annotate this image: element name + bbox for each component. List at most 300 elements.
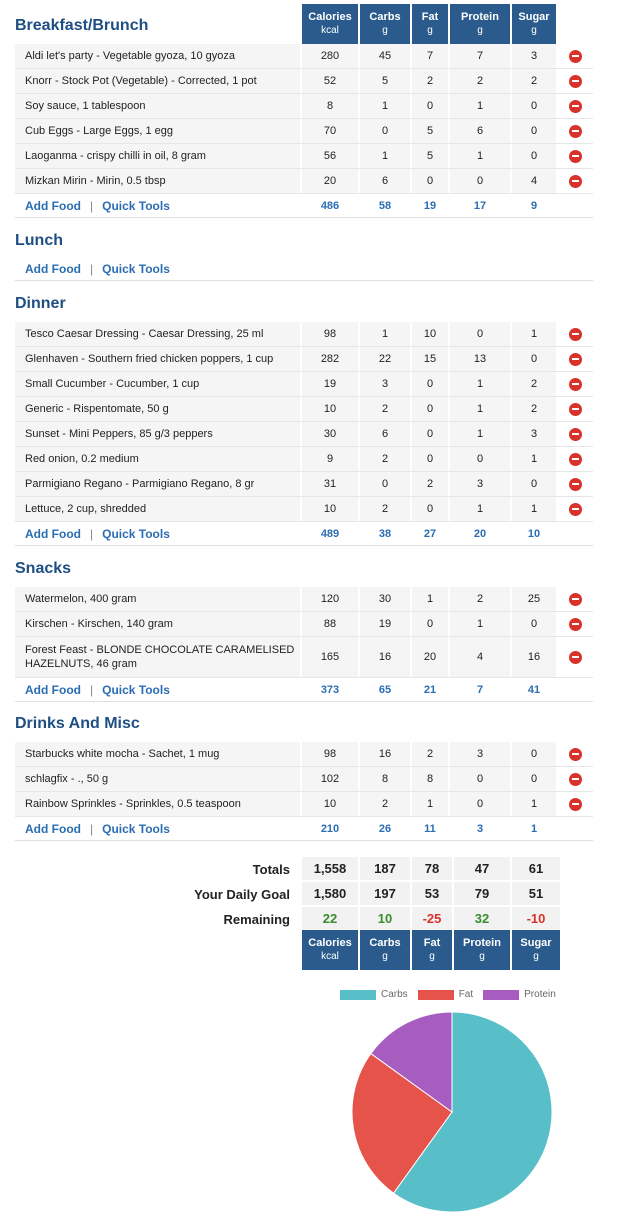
food-fat: 1 bbox=[412, 587, 448, 611]
food-protein: 7 bbox=[450, 44, 510, 68]
meal-title: Drinks And Misc bbox=[15, 715, 140, 732]
remove-circle-icon bbox=[569, 100, 582, 113]
column-header-label: Protein bbox=[461, 11, 499, 23]
summary-label: Remaining bbox=[223, 912, 290, 927]
meal-actions-row bbox=[15, 194, 593, 218]
add-food-link[interactable]: Add Food bbox=[25, 682, 81, 697]
food-calories: 30 bbox=[302, 422, 358, 446]
food-calories: 10 bbox=[302, 497, 358, 521]
food-row[interactable] bbox=[15, 372, 593, 397]
food-protein: 0 bbox=[450, 169, 510, 193]
delete-button[interactable] bbox=[558, 347, 593, 371]
delete-button[interactable] bbox=[558, 792, 593, 816]
delete-button[interactable] bbox=[558, 372, 593, 396]
delete-button[interactable] bbox=[558, 397, 593, 421]
add-food-link[interactable]: Add Food bbox=[25, 198, 81, 213]
delete-button[interactable] bbox=[558, 94, 593, 118]
meal-total-fat: 27 bbox=[423, 527, 437, 540]
delete-button[interactable] bbox=[558, 497, 593, 521]
column-header-unit: kcal bbox=[321, 25, 339, 36]
quick-tools-link[interactable]: Quick Tools bbox=[102, 682, 170, 697]
meal-links bbox=[25, 257, 170, 280]
meal-section bbox=[15, 12, 593, 218]
legend-label-fat: Fat bbox=[458, 989, 474, 1000]
meal-rows bbox=[15, 44, 593, 218]
meal-total-fat: 21 bbox=[423, 683, 437, 696]
remove-circle-icon bbox=[569, 150, 582, 163]
food-calories: 31 bbox=[302, 472, 358, 496]
delete-button[interactable] bbox=[558, 637, 593, 677]
food-calories: 280 bbox=[302, 44, 358, 68]
meal-title: Breakfast/Brunch bbox=[15, 17, 149, 34]
food-sugar: 0 bbox=[512, 472, 556, 496]
food-calories: 10 bbox=[302, 792, 358, 816]
food-row[interactable] bbox=[15, 587, 593, 612]
quick-tools-link[interactable]: Quick Tools bbox=[102, 198, 170, 213]
food-sugar: 0 bbox=[512, 742, 556, 766]
add-food-link[interactable]: Add Food bbox=[25, 821, 81, 836]
food-calories: 70 bbox=[302, 119, 358, 143]
summary-totals-fat: 78 bbox=[412, 857, 452, 880]
summary-label: Totals bbox=[252, 862, 290, 877]
remove-circle-icon bbox=[569, 773, 582, 786]
remove-circle-icon bbox=[569, 175, 582, 188]
food-carbs: 2 bbox=[360, 497, 410, 521]
food-carbs: 2 bbox=[360, 447, 410, 471]
food-name[interactable]: Forest Feast - BLONDE CHOCOLATE CARAMELISED HAZELNUTS, 46 gram bbox=[15, 637, 300, 677]
meal-rows bbox=[15, 742, 593, 841]
meal-section bbox=[15, 555, 593, 702]
column-header-sugar[interactable] bbox=[512, 4, 556, 44]
summary-goal-carbs: 197 bbox=[360, 882, 410, 905]
summary-remaining-calories: 22 bbox=[302, 907, 358, 930]
remove-circle-icon bbox=[569, 503, 582, 516]
delete-button[interactable] bbox=[558, 422, 593, 446]
food-row[interactable] bbox=[15, 169, 593, 194]
food-carbs: 22 bbox=[360, 347, 410, 371]
food-fat: 5 bbox=[412, 144, 448, 168]
summary-header-unit: g bbox=[533, 951, 539, 962]
food-carbs: 6 bbox=[360, 422, 410, 446]
food-fat: 8 bbox=[412, 767, 448, 791]
food-protein: 1 bbox=[450, 422, 510, 446]
food-sugar: 0 bbox=[512, 94, 556, 118]
food-carbs: 30 bbox=[360, 587, 410, 611]
delete-button[interactable] bbox=[558, 322, 593, 346]
meal-rows bbox=[15, 587, 593, 702]
food-carbs: 1 bbox=[360, 94, 410, 118]
column-header-label: Calories bbox=[308, 11, 352, 23]
food-sugar: 0 bbox=[512, 144, 556, 168]
meal-total-carbs: 65 bbox=[378, 683, 392, 696]
food-fat: 0 bbox=[412, 169, 448, 193]
food-calories: 19 bbox=[302, 372, 358, 396]
food-protein: 6 bbox=[450, 119, 510, 143]
food-sugar: 2 bbox=[512, 397, 556, 421]
meal-actions-row bbox=[15, 817, 593, 841]
summary-header-label: Protein bbox=[463, 937, 501, 949]
column-header-carbs[interactable] bbox=[360, 4, 410, 44]
summary-totals-calories: 1,558 bbox=[302, 857, 358, 880]
food-protein: 13 bbox=[450, 347, 510, 371]
food-carbs: 45 bbox=[360, 44, 410, 68]
food-protein: 4 bbox=[450, 637, 510, 677]
food-calories: 8 bbox=[302, 94, 358, 118]
food-protein: 1 bbox=[450, 612, 510, 636]
food-protein: 0 bbox=[450, 792, 510, 816]
summary-goal-calories: 1,580 bbox=[302, 882, 358, 905]
meal-total-calories: 210 bbox=[320, 822, 340, 835]
meal-total-fat: 19 bbox=[423, 199, 437, 212]
food-sugar: 1 bbox=[512, 322, 556, 346]
summary-totals-protein: 47 bbox=[454, 857, 510, 880]
food-protein: 3 bbox=[450, 742, 510, 766]
summary-header-carbs[interactable] bbox=[360, 930, 410, 970]
food-name[interactable]: Kirschen - Kirschen, 140 gram bbox=[15, 612, 300, 636]
food-sugar: 25 bbox=[512, 587, 556, 611]
legend-swatch-carbs bbox=[340, 990, 376, 1000]
summary-header-label: Carbs bbox=[369, 937, 401, 949]
food-fat: 2 bbox=[412, 69, 448, 93]
macro-pie-chart bbox=[0, 1000, 640, 1225]
food-calories: 120 bbox=[302, 587, 358, 611]
meal-title: Snacks bbox=[15, 560, 72, 577]
link-separator: | bbox=[89, 821, 94, 836]
food-fat: 0 bbox=[412, 372, 448, 396]
summary-remaining-carbs: 10 bbox=[360, 907, 410, 930]
summary-remaining-sugar: -10 bbox=[512, 907, 560, 930]
column-header-unit: g bbox=[531, 25, 537, 36]
delete-button[interactable] bbox=[558, 169, 593, 193]
food-name[interactable]: Watermelon, 400 gram bbox=[15, 587, 300, 611]
food-name[interactable]: Soy sauce, 1 tablespoon bbox=[15, 94, 300, 118]
food-row[interactable] bbox=[15, 742, 593, 767]
food-carbs: 16 bbox=[360, 637, 410, 677]
add-food-link[interactable]: Add Food bbox=[25, 261, 81, 276]
food-fat: 2 bbox=[412, 742, 448, 766]
column-header-label: Carbs bbox=[369, 11, 401, 23]
summary-header-sugar[interactable] bbox=[512, 930, 560, 970]
food-row[interactable] bbox=[15, 637, 593, 678]
food-name[interactable]: Parmigiano Regano - Parmigiano Regano, 8 gr bbox=[15, 472, 300, 496]
summary-row-remaining bbox=[0, 907, 640, 932]
food-name[interactable]: Knorr - Stock Pot (Vegetable) - Corrected, 1 pot bbox=[15, 69, 300, 93]
food-calories: 20 bbox=[302, 169, 358, 193]
delete-button[interactable] bbox=[558, 612, 593, 636]
food-carbs: 2 bbox=[360, 397, 410, 421]
meal-rows bbox=[15, 257, 593, 281]
column-header-unit: g bbox=[427, 25, 433, 36]
link-separator: | bbox=[89, 526, 94, 541]
summary-header-label: Sugar bbox=[520, 937, 552, 949]
food-carbs: 0 bbox=[360, 119, 410, 143]
meal-total-protein: 3 bbox=[476, 822, 484, 835]
link-separator: | bbox=[89, 261, 94, 276]
chart-legend bbox=[340, 989, 566, 1000]
food-carbs: 0 bbox=[360, 472, 410, 496]
summary-remaining-fat: -25 bbox=[412, 907, 452, 930]
column-header-protein[interactable] bbox=[450, 4, 510, 44]
food-sugar: 3 bbox=[512, 422, 556, 446]
legend-item-fat[interactable] bbox=[418, 989, 473, 1000]
summary-header-calories[interactable] bbox=[302, 930, 358, 970]
food-fat: 0 bbox=[412, 422, 448, 446]
food-name[interactable]: Sunset - Mini Peppers, 85 g/3 peppers bbox=[15, 422, 300, 446]
meal-section bbox=[15, 710, 593, 841]
meal-total-sugar: 10 bbox=[527, 527, 541, 540]
delete-button[interactable] bbox=[558, 587, 593, 611]
food-calories: 98 bbox=[302, 322, 358, 346]
remove-circle-icon bbox=[569, 378, 582, 391]
summary-header-unit: g bbox=[479, 951, 485, 962]
food-calories: 88 bbox=[302, 612, 358, 636]
food-fat: 7 bbox=[412, 44, 448, 68]
summary-header-unit: g bbox=[382, 951, 388, 962]
food-protein: 1 bbox=[450, 497, 510, 521]
meal-actions-row bbox=[15, 257, 593, 281]
meal-total-sugar: 9 bbox=[530, 199, 538, 212]
column-header-unit: g bbox=[382, 25, 388, 36]
food-name[interactable]: Aldi let's party - Vegetable gyoza, 10 gyoza bbox=[15, 44, 300, 68]
remove-circle-icon bbox=[569, 798, 582, 811]
food-carbs: 5 bbox=[360, 69, 410, 93]
food-row[interactable] bbox=[15, 497, 593, 522]
summary-remaining-protein: 32 bbox=[454, 907, 510, 930]
food-row[interactable] bbox=[15, 767, 593, 792]
column-header-fat[interactable] bbox=[412, 4, 448, 44]
summary-header-unit: g bbox=[429, 951, 435, 962]
summary-header-label: Calories bbox=[308, 937, 352, 949]
meal-total-protein: 7 bbox=[476, 683, 484, 696]
food-protein: 1 bbox=[450, 397, 510, 421]
summary-goal-sugar: 51 bbox=[512, 882, 560, 905]
food-row[interactable] bbox=[15, 422, 593, 447]
food-fat: 0 bbox=[412, 447, 448, 471]
summary-header-fat[interactable] bbox=[412, 930, 452, 970]
summary-header-protein[interactable] bbox=[454, 930, 510, 970]
food-carbs: 8 bbox=[360, 767, 410, 791]
meal-section bbox=[15, 290, 593, 546]
food-name[interactable]: Glenhaven - Southern fried chicken poppers, 1 cup bbox=[15, 347, 300, 371]
food-name[interactable]: Cub Eggs - Large Eggs, 1 egg bbox=[15, 119, 300, 143]
legend-item-protein[interactable] bbox=[483, 989, 556, 1000]
summary-goal-protein: 79 bbox=[454, 882, 510, 905]
legend-swatch-protein bbox=[483, 990, 519, 1000]
food-name[interactable]: Mizkan Mirin - Mirin, 0.5 tbsp bbox=[15, 169, 300, 193]
quick-tools-link[interactable]: Quick Tools bbox=[102, 821, 170, 836]
link-separator: | bbox=[89, 198, 94, 213]
food-row[interactable] bbox=[15, 322, 593, 347]
food-row[interactable] bbox=[15, 44, 593, 69]
food-calories: 282 bbox=[302, 347, 358, 371]
food-calories: 56 bbox=[302, 144, 358, 168]
food-name[interactable]: Lettuce, 2 cup, shredded bbox=[15, 497, 300, 521]
remove-circle-icon bbox=[569, 748, 582, 761]
meal-links bbox=[25, 522, 170, 545]
meal-actions-row bbox=[15, 678, 593, 702]
food-sugar: 2 bbox=[512, 69, 556, 93]
delete-button[interactable] bbox=[558, 447, 593, 471]
food-row[interactable] bbox=[15, 69, 593, 94]
food-name[interactable]: Laoganma - crispy chilli in oil, 8 gram bbox=[15, 144, 300, 168]
food-name[interactable]: Rainbow Sprinkles - Sprinkles, 0.5 teaspoon bbox=[15, 792, 300, 816]
food-protein: 1 bbox=[450, 144, 510, 168]
delete-button[interactable] bbox=[558, 472, 593, 496]
food-sugar: 4 bbox=[512, 169, 556, 193]
food-name[interactable]: Small Cucumber - Cucumber, 1 cup bbox=[15, 372, 300, 396]
meal-total-protein: 20 bbox=[473, 527, 487, 540]
food-row[interactable] bbox=[15, 472, 593, 497]
remove-circle-icon bbox=[569, 353, 582, 366]
food-sugar: 3 bbox=[512, 44, 556, 68]
food-fat: 20 bbox=[412, 637, 448, 677]
summary-totals-carbs: 187 bbox=[360, 857, 410, 880]
food-name[interactable]: Red onion, 0.2 medium bbox=[15, 447, 300, 471]
meal-total-fat: 11 bbox=[424, 822, 436, 835]
food-sugar: 2 bbox=[512, 372, 556, 396]
meal-links bbox=[25, 817, 170, 840]
food-protein: 3 bbox=[450, 472, 510, 496]
food-carbs: 1 bbox=[360, 322, 410, 346]
food-protein: 1 bbox=[450, 94, 510, 118]
food-carbs: 19 bbox=[360, 612, 410, 636]
food-carbs: 1 bbox=[360, 144, 410, 168]
summary-column-headers bbox=[0, 930, 640, 970]
summary-row-totals bbox=[0, 857, 640, 882]
quick-tools-link[interactable]: Quick Tools bbox=[102, 526, 170, 541]
food-protein: 2 bbox=[450, 69, 510, 93]
food-protein: 0 bbox=[450, 447, 510, 471]
food-row[interactable] bbox=[15, 612, 593, 637]
food-protein: 0 bbox=[450, 767, 510, 791]
food-calories: 98 bbox=[302, 742, 358, 766]
meal-links bbox=[25, 678, 170, 701]
food-row[interactable] bbox=[15, 792, 593, 817]
meal-rows bbox=[15, 322, 593, 546]
meal-total-calories: 489 bbox=[320, 527, 340, 540]
food-row[interactable] bbox=[15, 447, 593, 472]
food-fat: 10 bbox=[412, 322, 448, 346]
delete-button[interactable] bbox=[558, 69, 593, 93]
food-protein: 1 bbox=[450, 372, 510, 396]
column-header-calories[interactable] bbox=[302, 4, 358, 44]
food-row[interactable] bbox=[15, 94, 593, 119]
summary-row-goal bbox=[0, 882, 640, 907]
food-row[interactable] bbox=[15, 397, 593, 422]
meal-total-sugar: 1 bbox=[530, 822, 538, 835]
meal-total-carbs: 38 bbox=[378, 527, 392, 540]
column-header-label: Sugar bbox=[518, 11, 550, 23]
remove-circle-icon bbox=[569, 125, 582, 138]
link-separator: | bbox=[89, 682, 94, 697]
legend-label-protein: Protein bbox=[524, 989, 556, 1000]
food-fat: 0 bbox=[412, 612, 448, 636]
column-header-unit: g bbox=[477, 25, 483, 36]
meal-total-sugar: 41 bbox=[527, 683, 541, 696]
remove-circle-icon bbox=[569, 618, 582, 631]
food-fat: 1 bbox=[412, 792, 448, 816]
meal-total-carbs: 58 bbox=[378, 199, 392, 212]
food-protein: 2 bbox=[450, 587, 510, 611]
remove-circle-icon bbox=[569, 50, 582, 63]
food-row[interactable] bbox=[15, 347, 593, 372]
food-calories: 9 bbox=[302, 447, 358, 471]
add-food-link[interactable]: Add Food bbox=[25, 526, 81, 541]
food-carbs: 6 bbox=[360, 169, 410, 193]
food-fat: 2 bbox=[412, 472, 448, 496]
food-name[interactable]: Generic - Rispentomate, 50 g bbox=[15, 397, 300, 421]
remove-circle-icon bbox=[569, 453, 582, 466]
meal-total-protein: 17 bbox=[473, 199, 487, 212]
meal-total-calories: 486 bbox=[320, 199, 340, 212]
food-row[interactable] bbox=[15, 144, 593, 169]
delete-button[interactable] bbox=[558, 119, 593, 143]
food-sugar: 0 bbox=[512, 612, 556, 636]
food-sugar: 0 bbox=[512, 767, 556, 791]
summary-totals-sugar: 61 bbox=[512, 857, 560, 880]
food-carbs: 2 bbox=[360, 792, 410, 816]
food-sugar: 16 bbox=[512, 637, 556, 677]
column-header-label: Fat bbox=[421, 11, 439, 23]
food-fat: 15 bbox=[412, 347, 448, 371]
meal-title: Lunch bbox=[15, 232, 63, 249]
legend-label-carbs: Carbs bbox=[381, 989, 408, 1000]
delete-button[interactable] bbox=[558, 767, 593, 791]
food-sugar: 1 bbox=[512, 497, 556, 521]
food-calories: 102 bbox=[302, 767, 358, 791]
summary-label: Your Daily Goal bbox=[194, 887, 290, 902]
remove-circle-icon bbox=[569, 651, 582, 664]
meal-total-calories: 373 bbox=[320, 683, 340, 696]
food-sugar: 0 bbox=[512, 119, 556, 143]
food-sugar: 1 bbox=[512, 447, 556, 471]
meal-actions-row bbox=[15, 522, 593, 546]
legend-swatch-fat bbox=[418, 990, 454, 1000]
meal-section bbox=[15, 227, 593, 281]
food-protein: 0 bbox=[450, 322, 510, 346]
meal-title: Dinner bbox=[15, 295, 66, 312]
food-name[interactable]: schlagfix - ., 50 g bbox=[15, 767, 300, 791]
food-sugar: 1 bbox=[512, 792, 556, 816]
remove-circle-icon bbox=[569, 428, 582, 441]
delete-button[interactable] bbox=[558, 742, 593, 766]
meal-links bbox=[25, 194, 170, 217]
legend-item-carbs[interactable] bbox=[340, 989, 408, 1000]
food-name[interactable]: Tesco Caesar Dressing - Caesar Dressing, 25 ml bbox=[15, 322, 300, 346]
delete-button[interactable] bbox=[558, 44, 593, 68]
remove-circle-icon bbox=[569, 328, 582, 341]
summary-table bbox=[0, 857, 640, 970]
food-calories: 52 bbox=[302, 69, 358, 93]
summary-header-unit: kcal bbox=[321, 951, 339, 962]
delete-button[interactable] bbox=[558, 144, 593, 168]
food-fat: 0 bbox=[412, 94, 448, 118]
food-row[interactable] bbox=[15, 119, 593, 144]
food-calories: 10 bbox=[302, 397, 358, 421]
food-fat: 0 bbox=[412, 397, 448, 421]
meal-total-carbs: 26 bbox=[378, 822, 392, 835]
food-carbs: 3 bbox=[360, 372, 410, 396]
summary-header-label: Fat bbox=[423, 937, 441, 949]
remove-circle-icon bbox=[569, 403, 582, 416]
remove-circle-icon bbox=[569, 75, 582, 88]
food-fat: 0 bbox=[412, 497, 448, 521]
remove-circle-icon bbox=[569, 593, 582, 606]
quick-tools-link[interactable]: Quick Tools bbox=[102, 261, 170, 276]
food-fat: 5 bbox=[412, 119, 448, 143]
food-name[interactable]: Starbucks white mocha - Sachet, 1 mug bbox=[15, 742, 300, 766]
remove-circle-icon bbox=[569, 478, 582, 491]
